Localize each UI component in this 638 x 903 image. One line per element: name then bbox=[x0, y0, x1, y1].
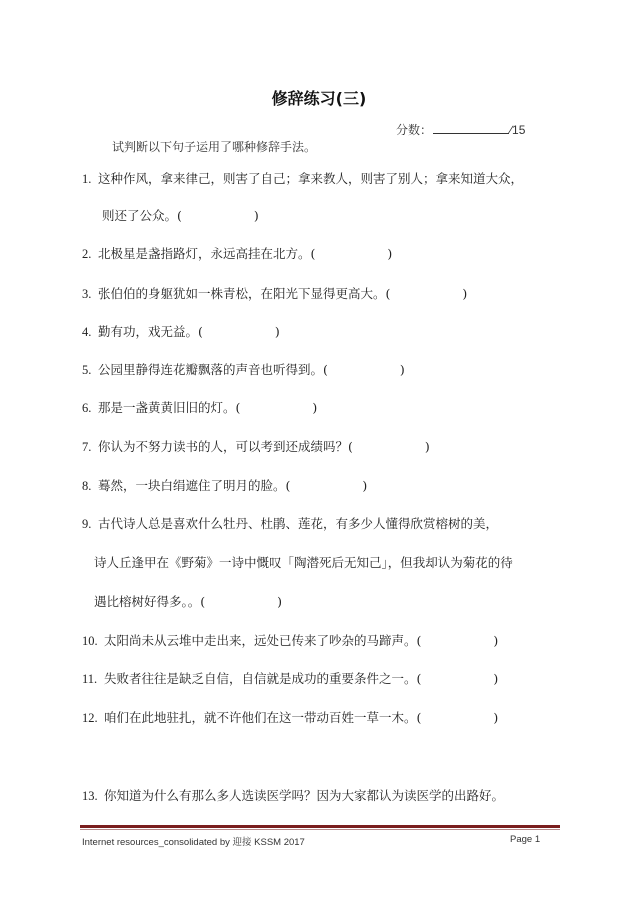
question-9-line-3 bbox=[94, 592, 282, 610]
question-number: 12. bbox=[82, 711, 98, 725]
question-6 bbox=[82, 398, 317, 416]
question-text: 蓦然，一块白绢遮住了明月的脸。( bbox=[98, 478, 291, 493]
answer-blank-close: ) bbox=[493, 633, 499, 648]
question-number: 1. bbox=[82, 172, 92, 186]
question-text: 遇比榕树好得多。。( bbox=[94, 594, 206, 609]
footer-divider bbox=[80, 825, 560, 828]
question-5 bbox=[82, 360, 405, 378]
question-number: 6. bbox=[82, 401, 92, 415]
question-text: 失败者往往是缺乏自信，自信就是成功的重要条件之一。( bbox=[104, 671, 422, 686]
page-number: Page 1 bbox=[510, 834, 541, 845]
question-3 bbox=[82, 284, 467, 302]
question-number: 9. bbox=[82, 517, 92, 531]
score-label: 分数： bbox=[396, 123, 433, 137]
question-text: 你认为不努力读书的人，可以考到还成绩吗？( bbox=[98, 439, 353, 454]
footer-divider-thin bbox=[80, 829, 560, 830]
score-total: ∕15 bbox=[510, 123, 526, 137]
question-number: 2. bbox=[82, 247, 92, 261]
question-text: 诗人丘逢甲在《野菊》一诗中慨叹「陶潜死后无知己」，但我却认为菊花的待 bbox=[94, 555, 513, 570]
page-title: 修辞练习(三) bbox=[271, 89, 367, 108]
answer-blank-close: ) bbox=[362, 478, 368, 493]
question-text: 这种作风，拿来律己，则害了自己；拿来教人，则害了别人；拿来知道大众， bbox=[98, 171, 524, 186]
answer-blank-close: ) bbox=[493, 671, 499, 686]
question-10 bbox=[82, 631, 498, 649]
question-number: 4. bbox=[82, 325, 92, 339]
question-9-line-2 bbox=[94, 553, 513, 571]
question-1-line-1 bbox=[82, 169, 523, 187]
question-13 bbox=[82, 786, 504, 804]
question-number: 7. bbox=[82, 440, 92, 454]
footer-credit: Internet resources_consolidated by 迎接 KSSM 2017 bbox=[82, 837, 305, 848]
question-4 bbox=[82, 322, 280, 340]
answer-blank-close: ) bbox=[312, 400, 318, 415]
question-7 bbox=[82, 437, 430, 455]
answer-blank-close: ) bbox=[424, 439, 430, 454]
question-number: 3. bbox=[82, 287, 92, 301]
question-number: 11. bbox=[82, 672, 98, 686]
instruction: 试判断以下句子运用了哪种修辞手法。 bbox=[112, 140, 317, 154]
question-8 bbox=[82, 476, 367, 494]
answer-blank-close: ) bbox=[493, 710, 499, 725]
question-1-line-2 bbox=[102, 206, 259, 224]
question-text: 公园里静得连花瓣飘落的声音也听得到。( bbox=[98, 362, 328, 377]
question-text: 古代诗人总是喜欢什么牡丹、杜鹃、莲花，有多少人懂得欣赏榕树的美， bbox=[98, 516, 499, 531]
question-12 bbox=[82, 708, 498, 726]
question-text: 那是一盏黄黄旧旧的灯。( bbox=[98, 400, 241, 415]
answer-blank-close: ) bbox=[253, 208, 259, 223]
score-blank bbox=[433, 123, 509, 134]
question-text: 你知道为什么有那么多人选读医学吗？因为大家都认为读医学的出路好。 bbox=[104, 788, 505, 803]
question-text: 勤有功，戏无益。( bbox=[98, 324, 203, 339]
question-2 bbox=[82, 244, 392, 262]
question-text: 张伯伯的身躯犹如一株青松，在阳光下显得更高大。( bbox=[98, 286, 391, 301]
question-text: 则还了公众。( bbox=[102, 208, 182, 223]
question-11 bbox=[82, 669, 498, 687]
question-number: 10. bbox=[82, 634, 98, 648]
answer-blank-close: ) bbox=[462, 286, 468, 301]
answer-blank-close: ) bbox=[274, 324, 280, 339]
answer-blank-close: ) bbox=[399, 362, 405, 377]
question-number: 13. bbox=[82, 789, 98, 803]
answer-blank-close: ) bbox=[387, 246, 393, 261]
question-number: 5. bbox=[82, 363, 92, 377]
question-number: 8. bbox=[82, 479, 92, 493]
question-9-line-1 bbox=[82, 514, 498, 532]
question-text: 北极星是盏指路灯，永远高挂在北方。( bbox=[98, 246, 316, 261]
score-line bbox=[396, 121, 525, 138]
question-text: 太阳尚未从云堆中走出来，远处已传来了吵杂的马蹄声。( bbox=[104, 633, 422, 648]
answer-blank-close: ) bbox=[277, 594, 283, 609]
question-text: 咱们在此地驻扎，就不许他们在这一带动百姓一草一木。( bbox=[104, 710, 422, 725]
